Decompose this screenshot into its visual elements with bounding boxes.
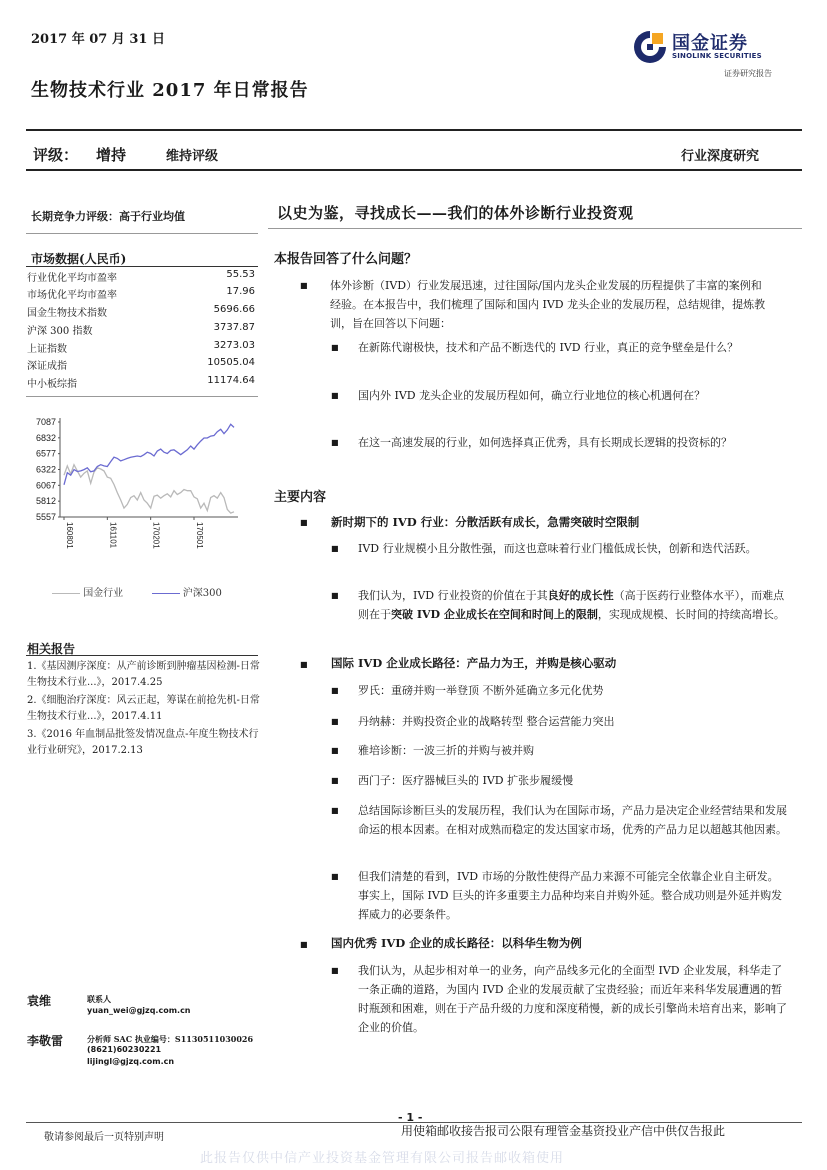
text-run-bold: 良好的成长性 bbox=[547, 589, 614, 602]
y-tick-label: 6322 bbox=[35, 464, 56, 475]
market-label: 市场优化平均市盈率 bbox=[27, 290, 117, 301]
author-name: 袁维 bbox=[27, 994, 52, 1008]
question-item: 国内外 IVD 龙头企业的发展历程如何，确立行业地位的核心机遇何在？ bbox=[358, 389, 706, 402]
section-paragraph: 总结国际诊断巨头的发展历程，我们认为在国际市场，产品力是决定企业经营结果和发展命运的根本因素。在相对成熟而稳定的发达国家市场，优秀的产品力足以超越其他因素。 bbox=[358, 804, 787, 836]
market-row bbox=[27, 375, 255, 392]
market-value: 17.96 bbox=[226, 286, 255, 297]
section-paragraph bbox=[358, 586, 788, 624]
index-chart bbox=[26, 410, 258, 570]
market-bottom-divider bbox=[26, 396, 258, 397]
legend-label-1: 国金行业 bbox=[83, 588, 124, 599]
distribution-note: 用使箱邮收接告报司公限有理管金基资投业产信中供仅告报此 bbox=[401, 1124, 726, 1138]
related-report-link[interactable]: 2.《细胞治疗深度：风云正起，筹谋在前抢先机-日常生物技术行业...》，2017.4.11 bbox=[27, 695, 260, 722]
author-email[interactable]: lijingl@gjzq.com.cn bbox=[87, 1057, 175, 1066]
report-title: 生物技术行业 2017 年日常报告 bbox=[31, 80, 309, 101]
section-paragraph: IVD 行业规模小且分散性强，而这也意味着行业门槛低成长快，创新和迭代活跃。 bbox=[358, 542, 757, 555]
text-run-bold: 突破 IVD 企业成长在空间和时间上的限制 bbox=[391, 608, 598, 621]
bullet-square-icon: ■ bbox=[331, 391, 339, 400]
section-title: 国内优秀 IVD 企业的成长路径：以科华生物为例 bbox=[331, 936, 582, 950]
logo-cn-text: 国金证券 bbox=[672, 33, 748, 54]
question-item: 在新陈代谢极快，技术和产品不断迭代的 IVD 行业，真正的竞争壁垒是什么？ bbox=[358, 341, 739, 354]
page-number: - 1 - bbox=[398, 1111, 423, 1124]
market-row bbox=[27, 357, 255, 374]
y-tick-label: 6577 bbox=[35, 448, 56, 459]
bullet-square-icon: ■ bbox=[331, 872, 339, 881]
question-item: 在这一高速发展的行业，如何选择真正优秀，具有长期成长逻辑的投资标的？ bbox=[358, 436, 732, 449]
bullet-square-icon: ■ bbox=[331, 806, 339, 815]
market-label: 深证成指 bbox=[27, 361, 67, 372]
bullet-square-icon: ■ bbox=[300, 518, 308, 527]
market-value: 55.53 bbox=[226, 269, 255, 280]
market-label: 国金生物技术指数 bbox=[27, 308, 107, 319]
bullet-square-icon: ■ bbox=[300, 660, 308, 669]
text-run: 我们认为，IVD 行业投资的价值在于其 bbox=[358, 589, 548, 602]
author-phone: (8621)60230221 bbox=[87, 1045, 162, 1054]
y-tick-label: 6067 bbox=[35, 480, 56, 491]
legend-swatch-1 bbox=[52, 593, 80, 594]
market-label: 沪深 300 指数 bbox=[27, 326, 93, 337]
y-tick-label: 5812 bbox=[35, 496, 56, 507]
logo-icon bbox=[630, 27, 670, 67]
x-tick-label: 160801 bbox=[65, 522, 74, 549]
market-label: 中小板综指 bbox=[27, 379, 77, 390]
main-title: 以史为鉴，寻找成长——我们的体外诊断行业投资观 bbox=[277, 204, 634, 222]
related-divider bbox=[26, 655, 258, 656]
legend-swatch-2 bbox=[152, 593, 180, 594]
section-item: 西门子：医疗器械巨头的 IVD 扩张步履缓慢 bbox=[358, 774, 574, 787]
bullet-square-icon: ■ bbox=[331, 544, 339, 553]
bullet-square-icon: ■ bbox=[331, 591, 339, 600]
section-item: 罗氏：重磅并购一举登顶 不断外延确立多元化优势 bbox=[358, 684, 604, 697]
author-name: 李敬雷 bbox=[27, 1034, 64, 1048]
rating-keep: 维持评级 bbox=[166, 149, 219, 164]
content-heading: 主要内容 bbox=[274, 490, 327, 505]
market-row bbox=[27, 304, 255, 321]
market-value: 3737.87 bbox=[213, 322, 255, 333]
section-item: 雅培诊断：一波三折的并购与被并购 bbox=[358, 744, 534, 757]
title-divider bbox=[268, 228, 802, 229]
left-divider bbox=[26, 233, 258, 234]
y-tick-label: 5557 bbox=[35, 512, 56, 522]
text-run: ，实现成规模、长时间的持续高增长。 bbox=[597, 608, 785, 621]
related-reports-title: 相关报告 bbox=[27, 642, 76, 656]
section-paragraph: 我们认为，从起步相对单一的业务，向产品线多元化的全面型 IVD 企业发展，科华走了一条正确的道路，为国内 IVD 企业的发展贡献了宝贵经验；而近年来科华发展遭遇的暂时瓶颈和困难，则在于产品升级的力度和深度稍慢，新的成长引擎尚未培育出来，影响了企业的价值。 bbox=[358, 964, 787, 1034]
bullet-square-icon: ■ bbox=[331, 438, 339, 447]
y-tick-label: 7087 bbox=[35, 417, 56, 427]
x-tick-label: 170501 bbox=[195, 522, 204, 549]
related-report-link[interactable]: 3.《2016 年血制品批签发情况盘点-年度生物技术行业行业研究》，2017.2.13 bbox=[27, 729, 259, 756]
market-row bbox=[27, 322, 255, 339]
series-line bbox=[64, 424, 234, 485]
related-report-link[interactable]: 1.《基因测序深度：从产前诊断到肿瘤基因检测-日常生物技术行业...》，2017.4.25 bbox=[27, 661, 260, 688]
bullet-square-icon: ■ bbox=[331, 746, 339, 755]
legend-label-2: 沪深300 bbox=[182, 588, 222, 599]
market-value: 10505.04 bbox=[207, 357, 255, 368]
x-tick-label: 170201 bbox=[151, 522, 161, 549]
market-value: 5696.66 bbox=[213, 304, 255, 315]
question-heading: 本报告回答了什么问题？ bbox=[274, 252, 418, 267]
market-divider bbox=[26, 266, 258, 267]
competition-rating: 长期竞争力评级：高于行业均值 bbox=[31, 210, 185, 223]
market-value: 11174.64 bbox=[207, 375, 255, 386]
bullet-square-icon: ■ bbox=[331, 343, 339, 352]
market-row bbox=[27, 269, 255, 286]
header-divider bbox=[26, 129, 802, 131]
disclaimer-note: 敬请参阅最后一页特别声明 bbox=[44, 1132, 164, 1143]
watermark-text: 此报告仅供中信产业投资基金管理有限公司报告邮收箱使用 bbox=[200, 1151, 565, 1166]
author-role: 分析师 SAC 执业编号：S1130511030026 bbox=[87, 1034, 254, 1044]
y-tick-label: 6832 bbox=[35, 432, 56, 443]
series-line bbox=[64, 465, 234, 513]
author-email[interactable]: yuan_wei@gjzq.com.cn bbox=[87, 1006, 191, 1015]
bullet-square-icon: ■ bbox=[331, 776, 339, 785]
report-date: 2017 年 07 月 31 日 bbox=[31, 32, 165, 47]
market-data-title: 市场数据(人民币) bbox=[31, 252, 127, 266]
research-label: 证券研究报告 bbox=[724, 69, 772, 78]
market-label: 上证指数 bbox=[27, 344, 67, 355]
section-title: 国际 IVD 企业成长路径：产品力为王，并购是核心驱动 bbox=[331, 656, 617, 670]
chart-legend bbox=[52, 584, 222, 599]
bullet-square-icon: ■ bbox=[331, 966, 339, 975]
section-title: 新时期下的 IVD 行业：分散活跃有成长，急需突破时空限制 bbox=[331, 515, 640, 529]
question-intro: 体外诊断（IVD）行业发展迅速，过往国际/国内龙头企业发展的历程提供了丰富的案例和经验。在本报告中，我们梳理了国际和国内 IVD 龙头企业的发展历程，总结规律，提炼教训，旨在回答以下问题： bbox=[330, 279, 766, 330]
rating-value: 增持 bbox=[96, 146, 127, 164]
report-type: 行业深度研究 bbox=[681, 149, 760, 164]
market-row bbox=[27, 340, 255, 357]
text-run: （高于医药行业整体水平），而难点则在于 bbox=[358, 589, 785, 621]
rating-label: 评级： bbox=[33, 146, 79, 164]
bullet-square-icon: ■ bbox=[300, 940, 308, 949]
market-value: 3273.03 bbox=[213, 340, 255, 351]
bullet-square-icon: ■ bbox=[331, 686, 339, 695]
x-tick-label: 161101 bbox=[108, 522, 118, 549]
bullet-square-icon: ■ bbox=[300, 281, 308, 290]
market-row bbox=[27, 286, 255, 303]
author-role: 联系人 bbox=[87, 994, 111, 1004]
market-label: 行业优化平均市盈率 bbox=[27, 273, 117, 284]
logo-en-text: SINOLINK SECURITIES bbox=[672, 52, 762, 60]
section-item: 丹纳赫：并购投资企业的战略转型 整合运营能力突出 bbox=[358, 715, 615, 728]
rating-divider bbox=[26, 169, 802, 171]
bullet-square-icon: ■ bbox=[331, 717, 339, 726]
section-paragraph: 但我们清楚的看到，IVD 市场的分散性使得产品力来源不可能完全依靠企业自主研发。事实上，国际 IVD 巨头的许多重要主力品种均来自并购外延。整合成功则是外延并购发挥威力的必要条件。 bbox=[358, 870, 783, 921]
